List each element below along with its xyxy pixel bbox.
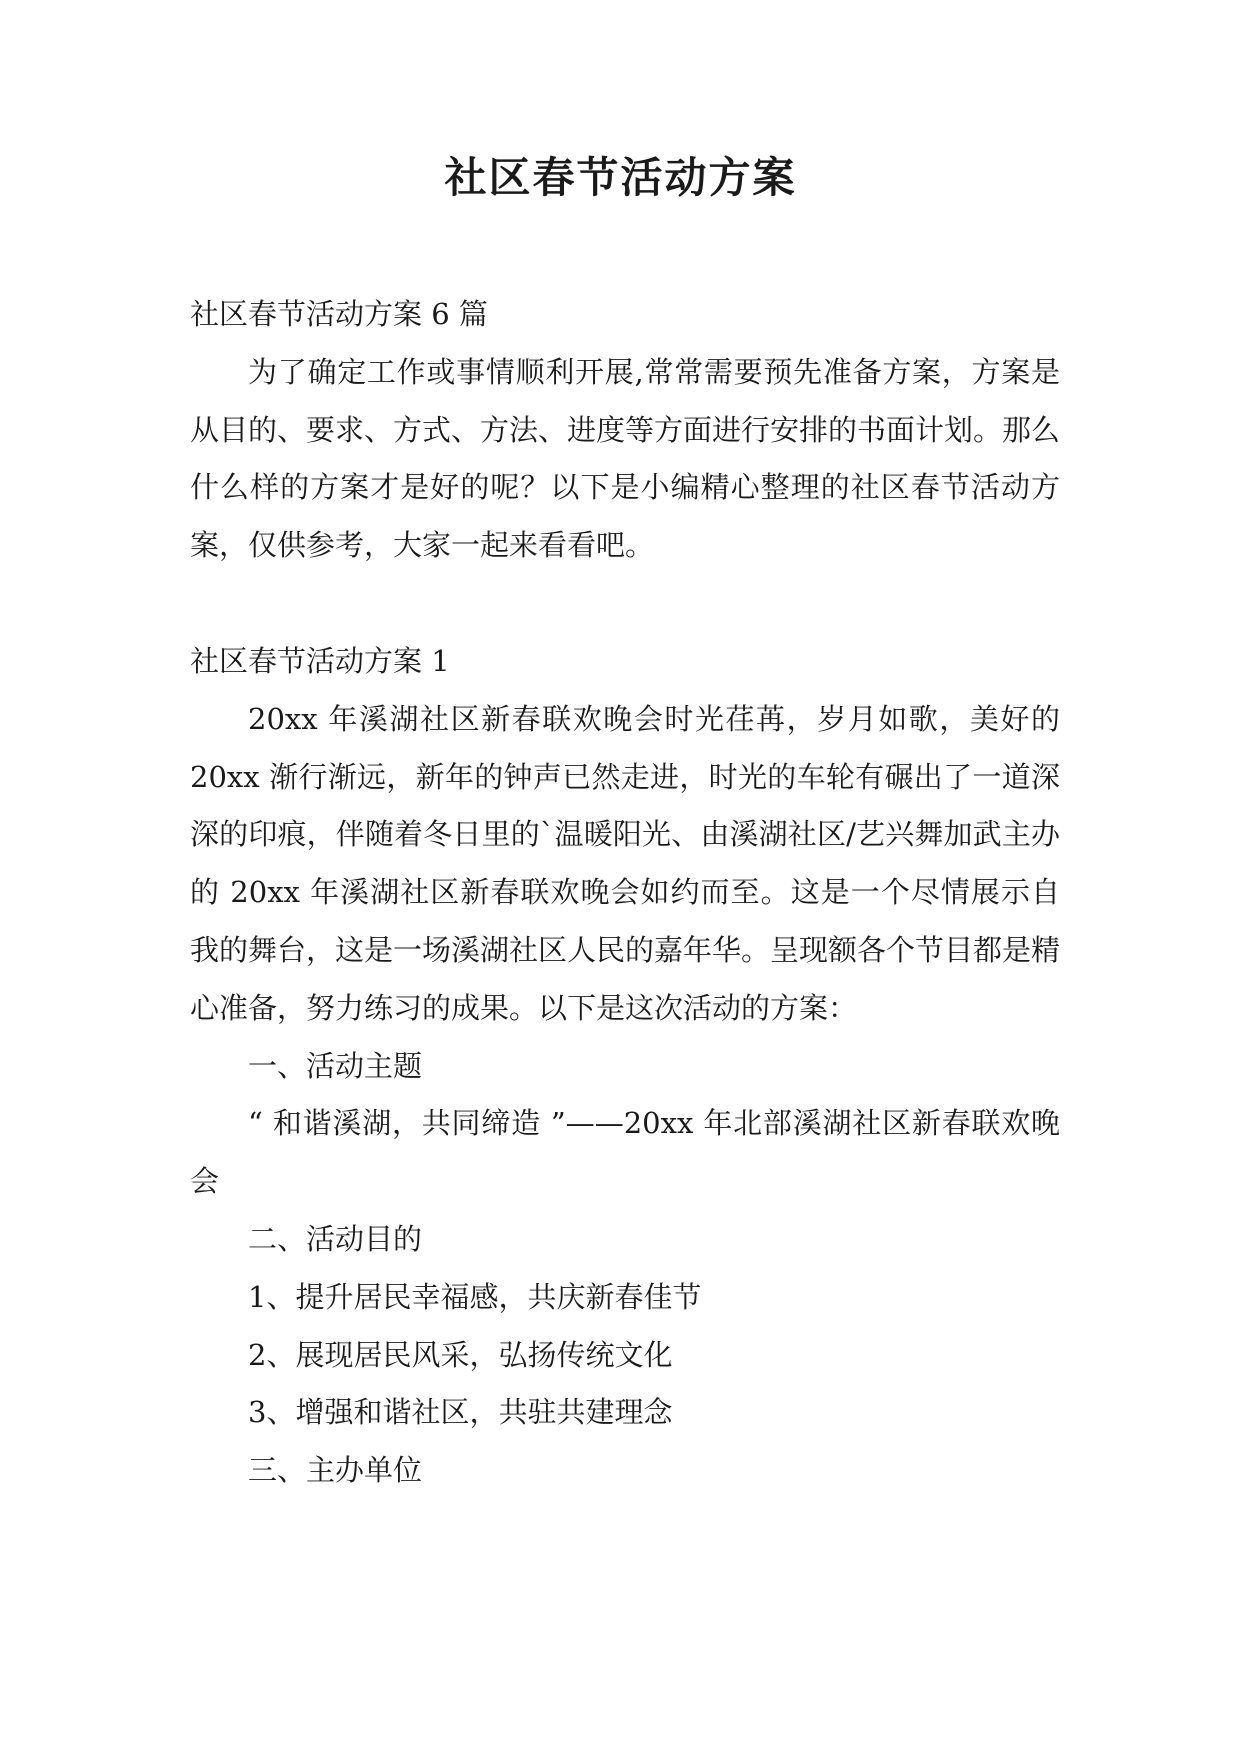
purpose-item: 1、提升居民幸福感，共庆新春佳节 <box>248 1279 702 1314</box>
purpose-heading: 二、活动目的 <box>248 1221 423 1256</box>
intro-paragraph: 为了确定工作或事情顺利开展,常常需要预先准备方案，方案是从目的、要求、方式、方法、进度等方面进行安排的书面计划。那么什么样的方案才是好的呢？以下是小编精心整理的社区春节活动方案，仅供参考，大家一起来看看吧。 <box>190 354 1061 563</box>
document-body <box>190 286 1060 1500</box>
section-paragraph: 20xx 年溪湖社区新春联欢晚会时光荏苒，岁月如歌，美好的 20xx 渐行渐远，新年的钟声已然走进，时光的车轮有碾出了一道深深的印痕，伴随着冬日里的`温暖阳光、由溪湖社区/艺兴舞加武主办的 20xx 年溪湖社区新春联欢晚会如约而至。这是一个尽情展示自我的舞台，这是一场溪湖社区人民的嘉年华。呈现额各个节目都是精心准备，努力练习的成果。以下是这次活动的方案： <box>190 701 1061 1025</box>
theme-heading: 一、活动主题 <box>248 1048 423 1083</box>
section-heading: 社区春节活动方案 1 <box>190 643 450 678</box>
subtitle: 社区春节活动方案 6 篇 <box>190 297 488 331</box>
theme-text: “ 和谐溪湖，共同缔造 ”——20xx 年北部溪湖社区新春联欢晚会 <box>190 1106 1060 1199</box>
purpose-item: 2、展现居民风采，弘扬传统文化 <box>248 1337 673 1372</box>
purpose-item: 3、增强和谐社区，共驻共建理念 <box>248 1395 673 1430</box>
organizer-heading: 三、主办单位 <box>248 1453 423 1488</box>
page-title: 社区春节活动方案 <box>444 153 797 202</box>
